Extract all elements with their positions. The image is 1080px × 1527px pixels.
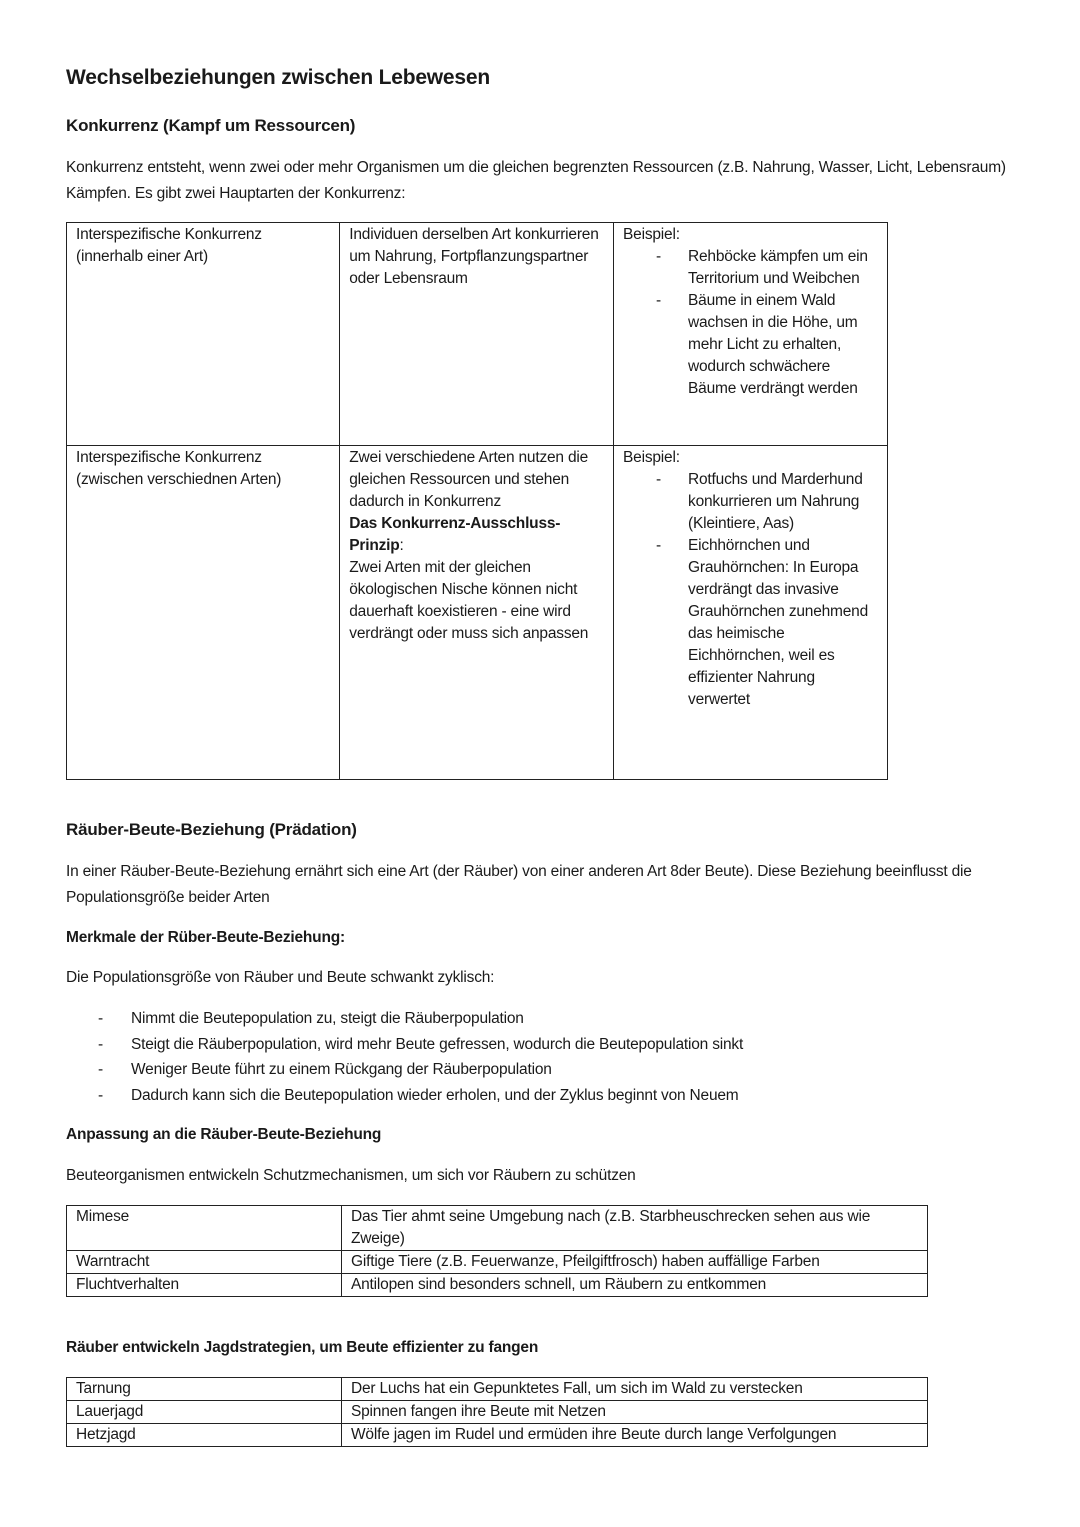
schutz-desc: Antilopen sind besonders schnell, um Räubern zu entkommen	[342, 1274, 928, 1297]
konkurrenz-type-note: (innerhalb einer Art)	[76, 248, 208, 265]
table-row	[67, 1274, 928, 1297]
table-row	[67, 1251, 928, 1274]
section-heading-konkurrenz: Konkurrenz (Kampf um Ressourcen)	[66, 116, 356, 135]
konkurrenz-type: Interspezifische Konkurrenz	[76, 226, 262, 243]
table-row	[67, 223, 888, 446]
merkmale-list	[96, 1006, 743, 1108]
konkurrenz-type-cell	[67, 446, 340, 780]
jagd-desc: Wölfe jagen im Rudel und ermüden ihre Beute durch lange Verfolgungen	[342, 1424, 928, 1447]
konkurrenz-example-cell	[614, 446, 888, 780]
table-row	[67, 446, 888, 780]
table-row	[67, 1424, 928, 1447]
list-item: - Eichhörnchen und Grauhörnchen: In Europa verdrängt das invasive Grauhörnchen zunehmend das heimische Eichhörnchen, weil es effizienter Nahrung verwertet	[688, 535, 878, 711]
schutz-desc: Giftige Tiere (z.B. Feuerwanze, Pfeilgiftfrosch) haben auffällige Farben	[342, 1251, 928, 1274]
page-title: Wechselbeziehungen zwischen Lebewesen	[66, 66, 491, 89]
konkurrenz-example-cell	[614, 223, 888, 446]
praedation-intro: In einer Räuber-Beute-Beziehung ernährt sich eine Art (der Räuber) von einer anderen Art 8der Beute). Diese Beziehung beeinflusst die Populationsgröße beider Arten	[66, 863, 972, 906]
list-item: - Rehböcke kämpfen um ein Territorium und Weibchen	[688, 246, 878, 290]
anpassung-intro: Beuteorganismen entwickeln Schutzmechanismen, um sich vor Räubern zu schützen	[66, 1167, 636, 1184]
jagd-term: Hetzjagd	[67, 1424, 342, 1447]
list-item: - Rotfuchs und Marderhund konkurrieren um Nahrung (Kleintiere, Aas)	[688, 469, 878, 535]
section-heading-praedation: Räuber-Beute-Beziehung (Prädation)	[66, 820, 357, 839]
konkurrenz-table	[66, 222, 888, 780]
anpassung-heading: Anpassung an die Räuber-Beute-Beziehung	[66, 1126, 382, 1143]
principle-heading	[349, 513, 604, 557]
jagd-term: Tarnung	[67, 1378, 342, 1401]
list-item: - Steigt die Räuberpopulation, wird mehr Beute gefressen, wodurch die Beutepopulation sinkt	[96, 1032, 743, 1058]
example-label: Beispiel:	[623, 226, 680, 243]
schutz-table	[66, 1205, 928, 1297]
example-label: Beispiel:	[623, 449, 680, 466]
konkurrenz-description: Individuen derselben Art konkurrieren um Nahrung, Fortpflanzungspartner oder Lebensraum	[349, 226, 599, 287]
konkurrenz-description-cell	[340, 223, 614, 446]
schutz-desc: Das Tier ahmt seine Umgebung nach (z.B. Starbheuschrecken sehen aus wie Zweige)	[342, 1206, 928, 1251]
merkmale-heading: Merkmale der Rüber-Beute-Beziehung:	[66, 929, 345, 946]
konkurrenz-type-cell	[67, 223, 340, 446]
principle-title: Das Konkurrenz-Ausschluss-Prinzip	[349, 515, 561, 554]
konkurrenz-type: Interspezifische Konkurrenz	[76, 449, 262, 466]
jagd-desc: Der Luchs hat ein Gepunktetes Fall, um sich im Wald zu verstecken	[342, 1378, 928, 1401]
table-row	[67, 1378, 928, 1401]
table-row	[67, 1206, 928, 1251]
list-item: - Weniger Beute führt zu einem Rückgang der Räuberpopulation	[96, 1057, 743, 1083]
schutz-term: Fluchtverhalten	[67, 1274, 342, 1297]
example-list	[623, 469, 878, 711]
list-item: - Dadurch kann sich die Beutepopulation wieder erholen, und der Zyklus beginnt von Neuem	[96, 1083, 743, 1109]
jagd-desc: Spinnen fangen ihre Beute mit Netzen	[342, 1401, 928, 1424]
jagd-table	[66, 1377, 928, 1447]
konkurrenz-description: Zwei verschiedene Arten nutzen die gleichen Ressourcen und stehen dadurch in Konkurrenz	[349, 449, 589, 510]
principle-colon: :	[399, 537, 404, 554]
schutz-term: Mimese	[67, 1206, 342, 1251]
list-item: - Bäume in einem Wald wachsen in die Höhe, um mehr Licht zu erhalten, wodurch schwächere Bäume verdrängt werden	[688, 290, 878, 400]
konkurrenz-intro: Konkurrenz entsteht, wenn zwei oder mehr Organismen um die gleichen begrenzten Ressourcen (z.B. Nahrung, Wasser, Licht, Lebensraum) Kämpfen. Es gibt zwei Hauptarten der Konkurrenz:	[66, 159, 1006, 202]
merkmale-intro: Die Populationsgröße von Räuber und Beute schwankt zyklisch:	[66, 969, 495, 986]
jagd-term: Lauerjagd	[67, 1401, 342, 1424]
table-row	[67, 1401, 928, 1424]
principle-text: Zwei Arten mit der gleichen ökologischen Nische können nicht dauerhaft koexistieren - eine wird verdrängt oder muss sich anpassen	[349, 559, 589, 642]
example-list	[623, 246, 878, 400]
konkurrenz-type-note: (zwischen verschiednen Arten)	[76, 471, 282, 488]
konkurrenz-description-cell	[340, 446, 614, 780]
schutz-term: Warntracht	[67, 1251, 342, 1274]
list-item: - Nimmt die Beutepopulation zu, steigt die Räuberpopulation	[96, 1006, 743, 1032]
jagd-heading: Räuber entwickeln Jagdstrategien, um Beute effizienter zu fangen	[66, 1339, 539, 1356]
